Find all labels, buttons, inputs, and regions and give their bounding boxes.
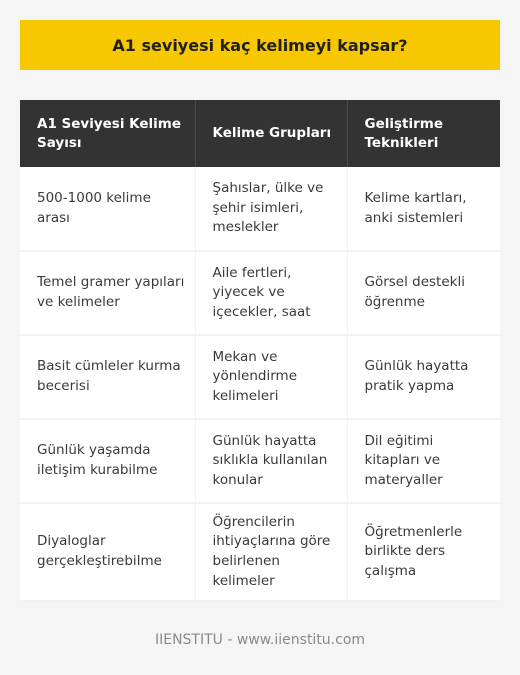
table-cell: Şahıslar, ülke ve şehir isimleri, meslekler [195,167,347,251]
comparison-table-container [20,100,500,602]
table-header-row [20,100,500,167]
table-cell: Aile fertleri, yiyecek ve içecekler, saat [195,251,347,335]
header-cell-word-groups: Kelime Grupları [195,100,347,167]
table-row [20,335,500,419]
table-cell: 500-1000 kelime arası [20,167,195,251]
table-cell: Diyaloglar gerçekleştirebilme [20,503,195,601]
header-cell-techniques: Geliştirme Teknikleri [347,100,500,167]
table-cell: Kelime kartları, anki sistemleri [347,167,500,251]
table-cell: Öğretmenlerle birlikte ders çalışma [347,503,500,601]
footer-credit: IIENSTITU - www.iienstitu.com [154,632,366,648]
title-banner [20,20,500,70]
table-cell: Temel gramer yapıları ve kelimeler [20,251,195,335]
table-header [20,100,500,167]
table-cell: Günlük yaşamda iletişim kurabilme [20,419,195,503]
table-cell: Görsel destekli öğrenme [347,251,500,335]
comparison-table [20,100,500,602]
table-row [20,419,500,503]
table-body [20,167,500,601]
page-title: A1 seviyesi kaç kelimeyi kapsar? [112,35,408,55]
table-row [20,251,500,335]
table-cell: Mekan ve yönlendirme kelimeleri [195,335,347,419]
table-cell: Dil eğitimi kitapları ve materyaller [347,419,500,503]
table-row [20,503,500,601]
table-row [20,167,500,251]
table-cell: Günlük hayatta sıklıkla kullanılan konular [195,419,347,503]
table-cell: Günlük hayatta pratik yapma [347,335,500,419]
table-cell: Öğrencilerin ihtiyaçlarına göre belirlenen kelimeler [195,503,347,601]
table-cell: Basit cümleler kurma becerisi [20,335,195,419]
header-cell-word-count: A1 Seviyesi Kelime Sayısı [20,100,195,167]
